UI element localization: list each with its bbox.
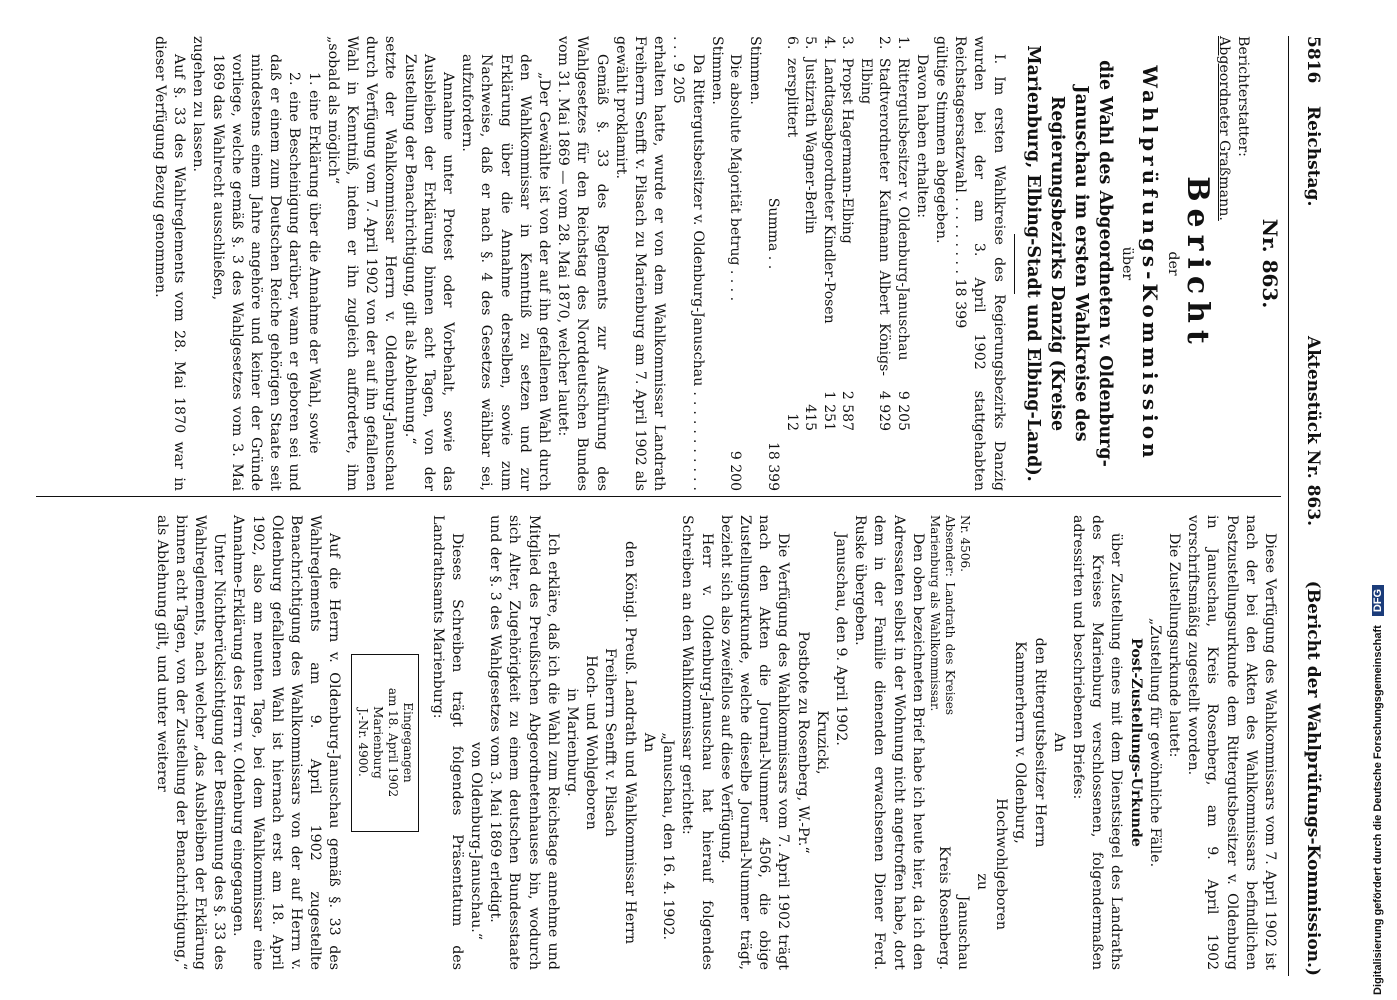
header-left-title: Reichstag.: [1303, 106, 1323, 207]
sender: Absender: Landrath des Kreises Marienburg als Wahlkommissar.: [927, 515, 957, 715]
candidate-name: Stadtverordneter Kaufmann Albert Königs-Elbing: [857, 58, 893, 376]
letter-line: An: [640, 732, 657, 753]
paragraph: [950, 36, 1008, 491]
reporter-name: Abgeordneter Graßmann.: [1215, 36, 1232, 221]
paragraph: zugehen zu lassen.: [190, 36, 207, 172]
paragraph: Januschau, den 9. April 1902.: [832, 533, 849, 746]
sender-block: [927, 515, 972, 715]
header-rule: [1288, 36, 1289, 976]
summa-value: 18 399: [765, 442, 782, 491]
candidate-name: Rittergutsbesitzer v. Oldenburg-Januschau: [894, 58, 911, 361]
vote-row: [819, 36, 838, 491]
journal-number: Nr. 4506.: [957, 515, 972, 572]
paragraph: Davon haben erhalten:: [913, 54, 930, 219]
paragraph: gültige Stimmen abgegeben.: [932, 36, 949, 244]
column-divider: [36, 496, 1281, 497]
list-item: 1. eine Erklärung über die Annahme der Wahl, sowie: [305, 72, 322, 454]
candidate-name: Justizrath Wagner-Berlin: [802, 58, 819, 234]
candidate-votes: 4 929: [876, 390, 893, 431]
paragraph: Dieses Schreiben trägt folgendes Präsentatum des Landrathsamts Marienburg:: [429, 515, 465, 970]
recipient-place: Januschau: [954, 895, 971, 970]
paragraph: Da Rittergutsbesitzer v. Oldenburg-Januschau . . . . . . . . . . . . . . 9 205: [670, 36, 706, 491]
dfg-logo: DFG: [1372, 585, 1384, 616]
majority-label: Die absolute Majorität betrug . . . .: [727, 54, 744, 302]
quote-line: zu: [973, 873, 990, 890]
quote-line: Post-Zustellungs-Urkunde: [1127, 638, 1144, 847]
running-total: [893, 431, 912, 491]
vote-index: 6.: [783, 36, 800, 50]
quote: Annahme unter Protest oder Vorbehalt, sowie das Ausbleiben der Erklärung binnen acht Tagen, von der Zustellung der Benachrichtigung, gilt als Ablehnung.“: [401, 54, 457, 491]
quote: „Der Gewählte ist von der auf ihn gefallenen Wahl durch den Wahlkommissar in Kenntniß zu setzen und zur Erklärung über die Annahme derselben, sowie zum Nachweise, daß er nach §. 4 des Gesetzes wählbar sei, aufzufordern.: [459, 54, 553, 491]
vote-index: 3.: [839, 36, 856, 50]
vote-row: [782, 36, 801, 491]
vote-index: 5.: [802, 36, 819, 50]
paragraph: Auf §. 33 des Wahlreglements vom 28. Mai 1870 war in dieser Verfügung Bezug genommen.: [151, 36, 188, 491]
list-item: 2. eine Bescheinigung darüber, wann er geboren sei und daß er einem zum Deutschen Reiche gehörigen Staate seit mindestens einem Jahre angehöre und keiner der Gründe vorliege, welche gemäß §. 3 des Wahlgesetzes vom 3. Mai 1869 das Wahlrecht ausschließen,: [209, 54, 303, 491]
candidate-votes: 2 587: [839, 390, 856, 431]
majority-value: 9 200: [727, 450, 744, 491]
digitization-note: [1372, 35, 1394, 995]
paragraph: Unter Nichtberücksichtigung der Bestimmung des §. 33 des Wahlreglements, nach welcher „das Ausbleiben der Erklärung binnen acht Tagen, von der Zustellung der Benachrichtigung,“ als Ablehnung gilt, und unter weiterer: [153, 515, 228, 970]
election-text: I. Im ersten Wahlkreise des Regierungsbezirks Danzig wurden bei der am 3. April 1902 stattgehabten Reichstagsersatzwahl . . . . . . . . .: [952, 36, 1007, 491]
candidate-name: zersplittert: [783, 58, 800, 138]
vote-index: 2.: [876, 36, 893, 50]
title-der: der: [1165, 251, 1182, 276]
report-subject: die Wahl des Abgeordneten v. Oldenburg-Januschau im ersten Wahlkreise des Regierungsbezirks Danzig (Kreise Marienburg, Elbing-Stadt und Elbing-Land).: [1022, 45, 1115, 482]
received-stamp: [351, 654, 419, 832]
vote-row: [893, 36, 912, 491]
summa-label: Summa . .: [765, 197, 782, 270]
page-number: 5816: [1303, 36, 1323, 84]
paragraph: Die Zustellungsurkunde lautet:: [1165, 533, 1182, 758]
quote-line: Hochwohlgeboren: [993, 798, 1010, 930]
candidate-votes: 415: [802, 404, 819, 431]
report-title: Bericht: [1180, 176, 1216, 351]
quote-line: über Zustellung eines mit dem Dienstsiegel des Landraths des Kreises Marienburg verschlossenen, folgendermaßen adressirten und beschriebenen Briefes:: [1069, 515, 1125, 970]
candidate-votes: 9 205: [894, 390, 911, 431]
paragraph: Stimmen.: [746, 36, 763, 105]
summa-row: [764, 36, 783, 491]
page-header: [1287, 36, 1335, 976]
stamp-line: am 18. April 1902: [386, 687, 401, 798]
left-column: [39, 36, 1282, 491]
letter-line: Hoch- und Wohlgeboren: [583, 655, 600, 830]
candidate-name: Propst Hagermann-Elbing: [839, 58, 856, 244]
paragraph: Auf die Herrn v. Oldenburg-Januschau gemäß §. 33 des Wahlreglements am 9. April 1902 zugestellte Benachrichtigung des Wahlkommissars von der auf Herrn v. Oldenburg gefallenen Wahl ist hiernach erst am 18. April 1902, also am neunten Tage, bei dem Wahlkommissar eine Annahme-Erklärung des Herrn v. Oldenburg eingegangen.: [230, 515, 343, 970]
letter-signature: von Oldenburg-Januschau.“: [468, 741, 485, 940]
running-total: [838, 431, 857, 491]
signature: Kruzicki,: [813, 710, 830, 775]
candidate-votes: 1 251: [820, 390, 837, 431]
paragraph: setzte der Wahlkommissar Herrn v. Oldenburg-Januschau durch Verfügung vom 7. April 1902 von der auf ihn gefallenen Wahl in Kenntniß, indem er ihn zugleich aufforderte, ihm „sobald als möglich“: [324, 36, 399, 491]
votes-table: [782, 36, 912, 491]
address-block: [927, 515, 972, 970]
paragraph: Die Verfügung des Wahlkommissars vom 7. April 1902 trägt nach den Akten die Journal-Nummer 4506, die obige Zustellungsurkunde, welche dieselbe Journal-Nummer trägt, bezieht sich also zweifellos auf diese Verfügung.: [717, 515, 792, 970]
paragraph: Gemäß §. 33 des Reglements zur Ausführung des Wahlgesetzes für den Reichstag des Norddeutschen Bundes vom 31. Mai 1869 — vom 28. Mai 1870, welcher lautet:: [555, 36, 610, 491]
paragraph: Stimmen.: [708, 36, 725, 105]
paragraph: Herr v. Oldenburg-Januschau hat hierauf folgendes Schreiben an den Wahlkommissar gerichtet:: [679, 515, 715, 970]
letter-date: „Januschau, den 16. 4. 1902.: [660, 732, 677, 940]
vote-index: 4.: [820, 36, 837, 50]
vote-index: 1.: [894, 36, 911, 50]
candidate-name: Landtagsabgeordneter Kindler-Posen: [820, 58, 837, 324]
reporter-label: Berichterstatter:: [1234, 36, 1251, 157]
quote-line: An: [1050, 732, 1067, 753]
vote-row: [801, 36, 820, 491]
document-number: Nr. 863.: [1258, 218, 1282, 309]
running-total: [801, 431, 820, 491]
commission-title: Wahlprüfungs-Kommission: [1137, 65, 1162, 462]
total-votes: 18 399: [952, 278, 969, 329]
running-total: [782, 431, 801, 491]
vote-row: [856, 36, 893, 491]
right-column: [39, 515, 1279, 970]
digitization-text: Digitalisierung gefördert durch die Deutsche Forschungsgemeinschaft: [1372, 625, 1384, 995]
stamp-line: Eingegangen: [401, 702, 416, 783]
header-center-title: Aktenstück Nr. 863.: [1303, 336, 1323, 527]
majority-row: [726, 36, 745, 491]
quote-line: den Rittergutsbesitzer Herrn: [1031, 637, 1048, 848]
quote-line: Kammerherrn v. Oldenburg,: [1012, 641, 1029, 844]
paragraph: erhalten hatte, wurde er von dem Wahlkommissar Landrath Freiherrn Senfft v. Pilsach zu Marienburg am 7. April 1902 als gewählt proklamirt.: [612, 36, 668, 491]
running-total: [856, 431, 893, 491]
letter-line: in Marienburg.: [564, 688, 581, 797]
header-right-title: (Bericht der Wahlprüfungs-Kommission.): [1303, 580, 1323, 976]
letter-line: den Königl. Preuß. Landrath und Wahlkommissar Herrn Freiherrn Senfft v. Pilsach: [602, 541, 638, 944]
title-divider: [1014, 234, 1015, 294]
paragraph: Ich erkläre, daß ich die Wahl zum Reichstage annehme und Mitglied des Preußischen Abgeordnetenhauses bin, wodurch sich Alter, Zugehörigkeit zu einem deutschen Bundesstaate und der §. 3 des Wahlgesetzes vom 3. Mai 1869 erledigt.: [487, 515, 561, 970]
candidate-votes: 12: [783, 413, 800, 431]
stamp-line: J.-Nr. 4900.: [356, 708, 371, 777]
recipient-district: Kreis Rosenberg.: [935, 846, 952, 970]
paragraph: Diese Verfügung des Wahlkommissars vom 7. April 1902 ist nach der bei den Akten des Wahlkommissars befindlichen Postzustellungsurkunde dem Rittergutsbesitzer v. Oldenburg in Januschau, Kreis Rosenberg, am 9. April 1902 vorschriftsmäßig zugestellt worden.: [1185, 515, 1278, 970]
running-total: [819, 431, 838, 491]
paragraph: Den oben bezeichneten Brief habe ich heute hier, da ich den Adressaten selbst in der Wohnung nicht angetroffen habe, dort dem in der Familie dienenden erwachsenen Diener Ferd. Ruske übergeben.: [852, 515, 926, 970]
vote-row: [838, 36, 857, 491]
quote-line: „Zustellung für gewöhnliche Fälle.: [1146, 617, 1163, 868]
signature-title: Postbote zu Rosenberg, W.-Pr.“: [794, 631, 811, 854]
stamp-line: Marienburg: [371, 706, 386, 779]
title-ueber: über: [1118, 246, 1135, 281]
recipient-block: [927, 846, 972, 970]
